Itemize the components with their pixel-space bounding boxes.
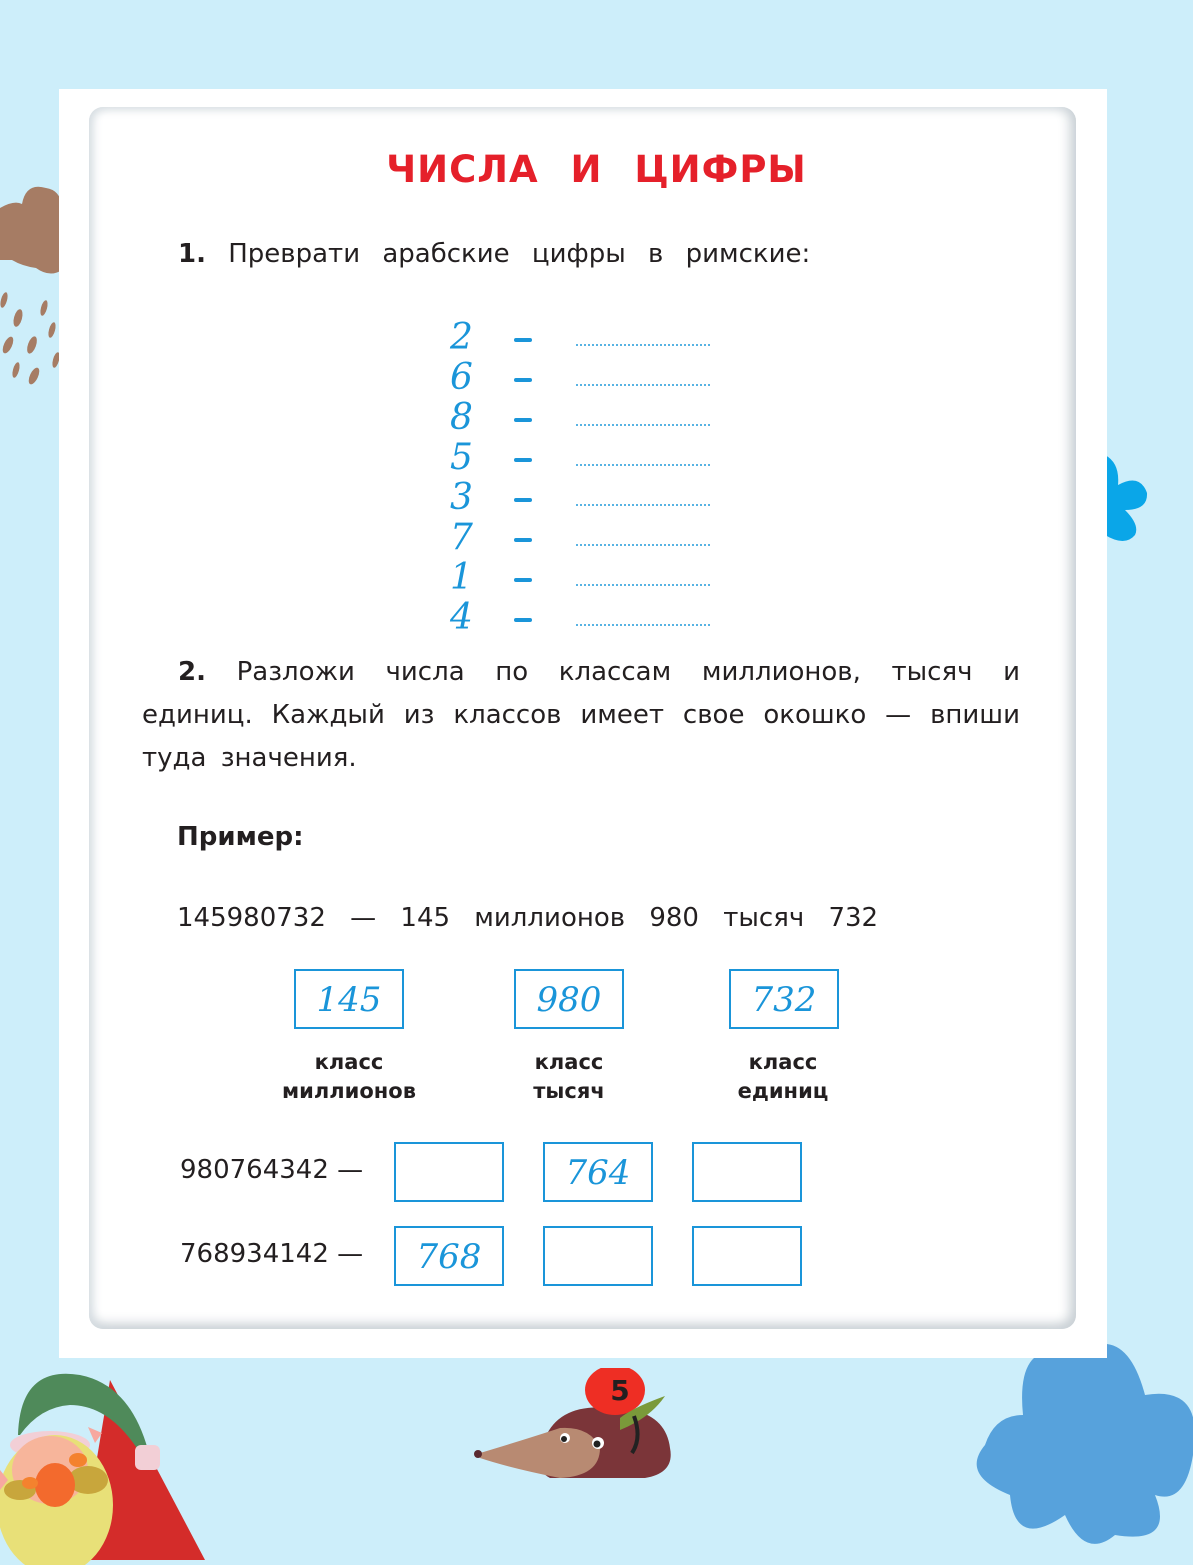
task-2-instruction [142,651,1020,780]
blue-flower-bottom-right-illustration [975,1335,1193,1550]
task-1-number: 1. [178,239,206,269]
exercise-number-2: 768934142 — [180,1239,364,1269]
blue-flower-right-illustration [1100,455,1160,565]
arabic-digit: 8 [450,397,473,438]
task-1-text: Преврати арабские цифры в римские: [228,239,811,269]
example-box-units: 732 [729,969,839,1029]
class-label-millions [259,1048,439,1106]
arabic-digit: 2 [450,317,473,358]
class-label-line: класс [314,1050,384,1074]
answer-line[interactable] [576,544,710,546]
class-label-line: единиц [737,1079,829,1103]
dash-mark [514,338,532,342]
answer-box-millions[interactable] [394,1142,504,1202]
dash-mark [514,498,532,502]
dash-mark [514,458,532,462]
class-label-thousands [479,1048,659,1106]
exercise-number-1: 980764342 — [180,1155,364,1185]
example-line: 145980732 — 145 миллионов 980 тысяч 732 [177,903,879,933]
class-label-line: миллионов [281,1079,416,1103]
page-title: ЧИСЛА И ЦИФРЫ [386,148,807,191]
dash-mark [514,418,532,422]
answer-line[interactable] [576,624,710,626]
task-1-instruction [178,239,810,269]
dash-mark [514,618,532,622]
answer-line[interactable] [576,464,710,466]
arabic-digit: 6 [450,357,473,398]
class-label-line: класс [748,1050,818,1074]
answer-box-thousands[interactable] [543,1226,653,1286]
answer-line[interactable] [576,424,710,426]
task-2-text: Разложи числа по классам миллионов, тысяч и единиц. Каждый из классов имеет свое окошко — впиши туда значения. [142,657,1021,773]
arabic-digit: 3 [450,477,473,518]
page-number: 5 [610,1374,630,1407]
class-label-units [693,1048,873,1106]
dash-mark [514,538,532,542]
example-box-millions: 145 [294,969,404,1029]
answer-line[interactable] [576,504,710,506]
answer-line[interactable] [576,344,710,346]
dash-mark [514,578,532,582]
arabic-digit: 4 [450,597,473,638]
arabic-digit: 5 [450,437,473,478]
answer-box-thousands[interactable]: 764 [543,1142,653,1202]
answer-line[interactable] [576,584,710,586]
hedgehog-illustration [470,1368,700,1493]
task-2-number: 2. [178,657,206,687]
answer-box-millions[interactable]: 768 [394,1226,504,1286]
dash-mark [514,378,532,382]
arabic-digit: 1 [450,557,473,598]
answer-box-units[interactable] [692,1142,802,1202]
class-label-line: тысяч [533,1079,605,1103]
example-box-thousands: 980 [514,969,624,1029]
arabic-digit: 7 [450,517,473,558]
gnome-illustration [0,1355,210,1565]
answer-line[interactable] [576,384,710,386]
answer-box-units[interactable] [692,1226,802,1286]
example-label: Пример: [177,822,304,852]
class-label-line: класс [534,1050,604,1074]
